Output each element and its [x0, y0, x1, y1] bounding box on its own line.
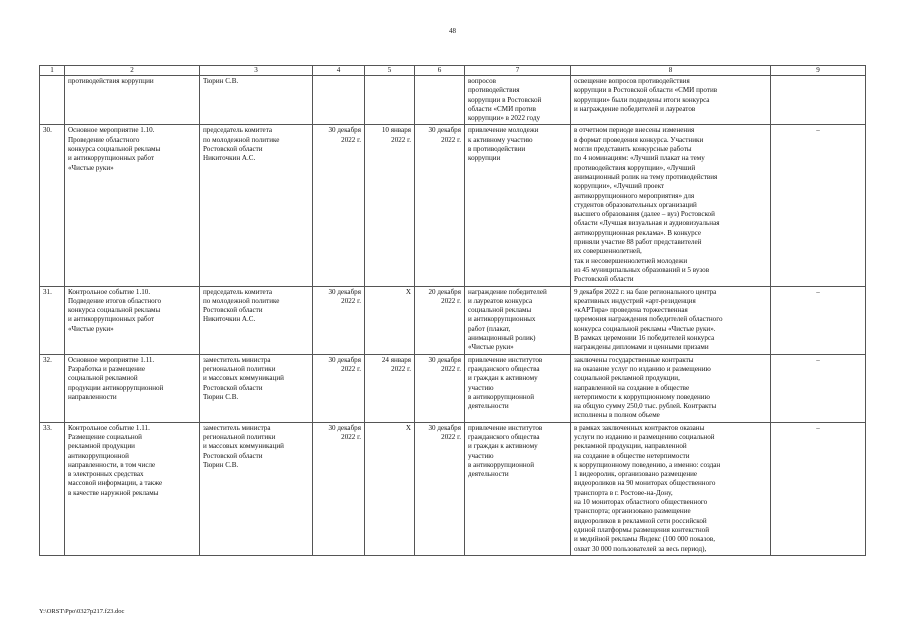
notes-cell: –: [771, 286, 866, 354]
notes-cell: [771, 76, 866, 125]
row-number-cell: 30.: [40, 125, 65, 286]
column-header: 8: [571, 66, 771, 76]
activity-cell: Основное мероприятие 1.11. Разработка и размещение социальной рекламной продукции антикоррупционной направленности: [65, 354, 200, 422]
planned-date-cell: [313, 76, 365, 125]
start-date-cell: Х: [365, 286, 415, 354]
file-path-footer: Y:\ORST\Ppo\0327p217.f23.doc: [39, 608, 125, 615]
expected-result-cell: привлечение молодежи к активному участию в противодействии коррупции: [465, 125, 571, 286]
actual-result-cell: в рамках заключенных контрактов оказаны услуги по изданию и размещению социальной рекламной продукции, направленной на создание в обществе нетерпимости к коррупционному поведению, а именно: создан 1 видеоролик, организовано размещение видеороликов на 90 мониторах общественного транспорта в г. Ростове-на-Дону, на 10 мониторах областного общественного транспорта; организовано размещение видеороликов в рекламной сети российской единой платформы размещения контекстной и медийной рекламы Яндекс (100 000 показов, охват 30 000 пользователей за весь период),: [571, 422, 771, 555]
expected-result-cell: привлечение институтов гражданского общества и граждан к активному участию в антикоррупционной деятельности: [465, 354, 571, 422]
column-header: 5: [365, 66, 415, 76]
column-header: 2: [65, 66, 200, 76]
planned-date-cell: 30 декабря 2022 г.: [313, 422, 365, 555]
table-row: [40, 354, 866, 422]
column-header: 3: [200, 66, 313, 76]
responsible-cell: заместитель министра региональной политики и массовых коммуникаций Ростовской области Тюрин С.В.: [200, 422, 313, 555]
column-header: 7: [465, 66, 571, 76]
activity-cell: Контрольное событие 1.11. Размещение социальной рекламной продукции антикоррупционной направленности, в том числе в электронных средствах массовой информации, а также в качестве наружной рекламы: [65, 422, 200, 555]
notes-cell: –: [771, 125, 866, 286]
end-date-cell: [415, 76, 465, 125]
planned-date-cell: 30 декабря 2022 г.: [313, 354, 365, 422]
column-header: 4: [313, 66, 365, 76]
actual-result-cell: освещение вопросов противодействия коррупции в Ростовской области «СМИ против коррупции» были подведены итоги конкурса и награждение победителей и лауреатов: [571, 76, 771, 125]
table-row: [40, 76, 866, 125]
row-number-cell: 32.: [40, 354, 65, 422]
expected-result-cell: привлечение институтов гражданского общества и граждан к активному участию в антикоррупционной деятельности: [465, 422, 571, 555]
responsible-cell: Тюрин С.В.: [200, 76, 313, 125]
page-number: 48: [449, 27, 456, 35]
end-date-cell: 30 декабря 2022 г.: [415, 125, 465, 286]
activity-cell: Контрольное событие 1.10. Подведение итогов областного конкурса социальной рекламы и антикоррупционных работ «Чистые руки»: [65, 286, 200, 354]
end-date-cell: 30 декабря 2022 г.: [415, 422, 465, 555]
start-date-cell: 24 января 2022 г.: [365, 354, 415, 422]
column-header: 6: [415, 66, 465, 76]
table-row: [40, 286, 866, 354]
actual-result-cell: в отчетном периоде внесены изменения в формат проведения конкурса. Участники могли представить конкурсные работы по 4 номинациям: «Лучший плакат на тему противодействия коррупции», «Лучший анимационный ролик на тему противодействия коррупции», «Лучший проект антикоррупционного мероприятия» для студентов образовательных организаций высшего образования (далее – вуз) Ростовской области «Лучшая визуальная и аудиовизуальная антикоррупционная реклама». В конкурсе приняли участие 88 работ представителей их совершеннолетней, так и несовершеннолетней молодежи из 45 муниципальных образований и 5 вузов Ростовской области: [571, 125, 771, 286]
activity-cell: Основное мероприятие 1.10. Проведение областного конкурса социальной рекламы и антикоррупционных работ «Чистые руки»: [65, 125, 200, 286]
end-date-cell: 20 декабря 2022 г.: [415, 286, 465, 354]
responsible-cell: председатель комитета по молодежной политике Ростовской области Никиточкин А.С.: [200, 286, 313, 354]
notes-cell: –: [771, 422, 866, 555]
column-header: 9: [771, 66, 866, 76]
row-number-cell: 33.: [40, 422, 65, 555]
start-date-cell: [365, 76, 415, 125]
expected-result-cell: вопросов противодействия коррупции в Ростовской области «СМИ против коррупции» в 2022 году: [465, 76, 571, 125]
column-header: 1: [40, 66, 65, 76]
planned-date-cell: 30 декабря 2022 г.: [313, 286, 365, 354]
planned-date-cell: 30 декабря 2022 г.: [313, 125, 365, 286]
actual-result-cell: заключены государственные контракты на оказание услуг по изданию и размещению социальной рекламной продукции, направленной на создание в обществе нетерпимости к коррупционному поведению на общую сумму 250,0 тыс. рублей. Контракты исполнены в полном объеме: [571, 354, 771, 422]
end-date-cell: 30 декабря 2022 г.: [415, 354, 465, 422]
activity-cell: противодействия коррупции: [65, 76, 200, 125]
row-number-cell: [40, 76, 65, 125]
column-number-row: [40, 66, 866, 76]
start-date-cell: 10 января 2022 г.: [365, 125, 415, 286]
table-row: [40, 422, 866, 555]
table-row: [40, 125, 866, 286]
responsible-cell: заместитель министра региональной политики и массовых коммуникаций Ростовской области Тюрин С.В.: [200, 354, 313, 422]
responsible-cell: председатель комитета по молодежной политике Ростовской области Никиточкин А.С.: [200, 125, 313, 286]
report-table: [39, 65, 866, 556]
notes-cell: –: [771, 354, 866, 422]
expected-result-cell: награждение победителей и лауреатов конкурса социальной рекламы и антикоррупционных работ (плакат, анимационный ролик) «Чистые руки»: [465, 286, 571, 354]
start-date-cell: Х: [365, 422, 415, 555]
row-number-cell: 31.: [40, 286, 65, 354]
actual-result-cell: 9 декабря 2022 г. на базе регионального центра креативных индустрий «арт-резиденция «кАРТира» проведена торжественная церемония награждения победителей областного конкурса социальной рекламы «Чистые руки». В рамках церемонии 16 победителей конкурса награждены дипломами и ценными призами: [571, 286, 771, 354]
